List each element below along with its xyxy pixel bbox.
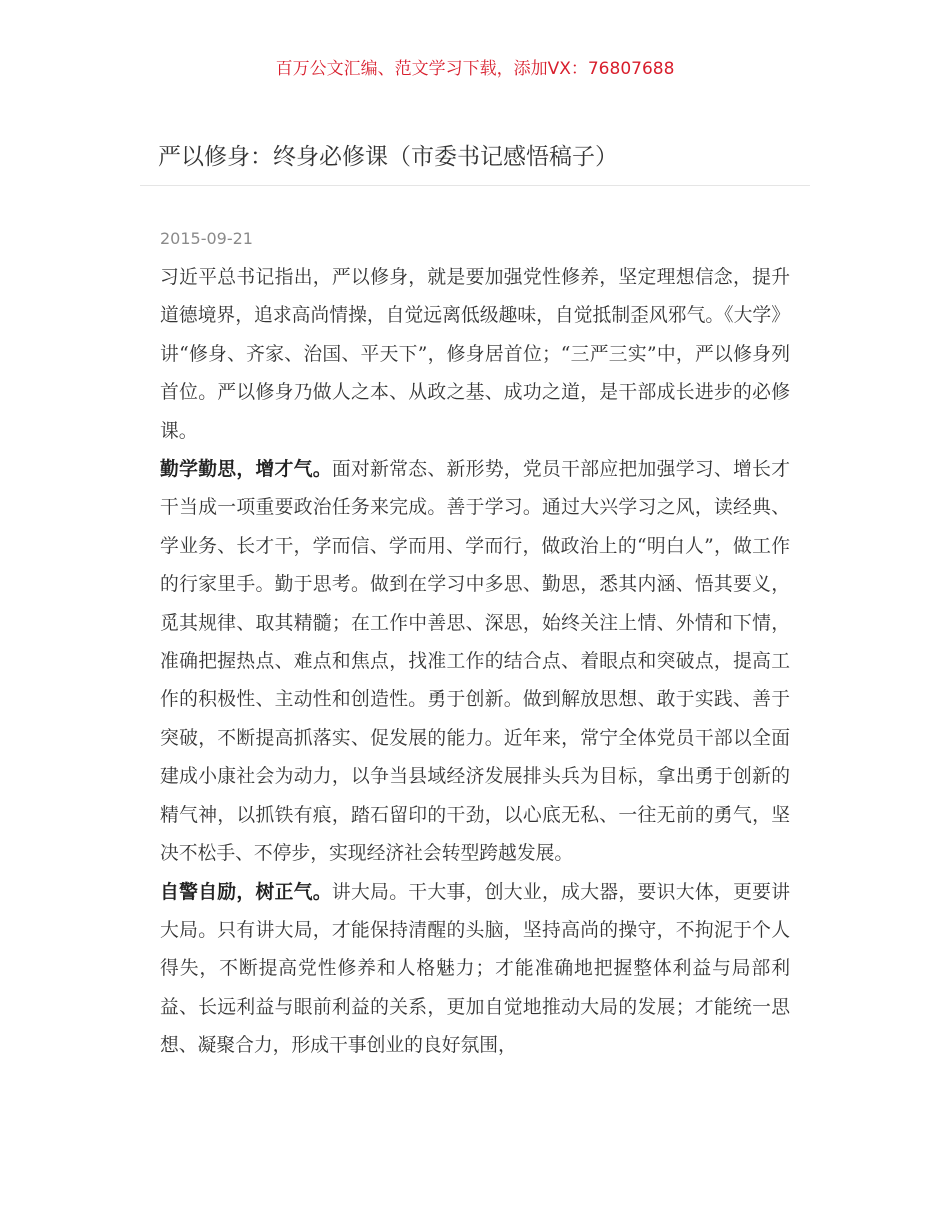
publish-date: 2015-09-21 [160,229,253,248]
paragraph-lead: 勤学勤思，增才气。 [160,459,332,481]
article-title: 严以修身：终身必修课（市委书记感悟稿子） [158,144,618,170]
paragraph-text: 习近平总书记指出，严以修身，就是要加强党性修养，坚定理想信念，提升道德境界，追求高尚情操，自觉远离低级趣味，自觉抵制歪风邪气。《大学》讲“修身、齐家、治国、平天下”，修身居首位；“三严三实”中，严以修身列首位。严以修身乃做人之本、从政之基、成功之道，是干部成长进步的必修课。 [160,267,790,442]
article-body [160,259,790,1066]
article-paragraph-discipline [160,874,790,1066]
article-paragraph-study [160,451,790,873]
paragraph-lead: 自警自励，树正气。 [160,881,332,903]
title-divider [140,185,810,186]
paragraph-text: 讲大局。干大事，创大业，成大器，要识大体，更要讲大局。只有讲大局，才能保持清醒的头脑，坚持高尚的操守，不拘泥于个人得失，不断提高党性修养和人格魅力；才能准确地把握整体利益与局部利益、长远利益与眼前利益的关系，更加自觉地推动大局的发展；才能统一思想、凝聚合力，形成干事创业的良好氛围， [160,881,790,1057]
watermark-banner: 百万公文汇编、范文学习下载，添加VX：76807688 [275,59,675,79]
article-paragraph-intro [160,259,790,451]
paragraph-text: 面对新常态、新形势，党员干部应把加强学习、增长才干当成一项重要政治任务来完成。善于学习。通过大兴学习之风，读经典、学业务、长才干，学而信、学而用、学而行，做政治上的“明白人”，做工作的行家里手。勤于思考。做到在学习中多思、勤思，悉其内涵、悟其要义，觅其规律、取其精髓；在工作中善思、深思，始终关注上情、外情和下情，准确把握热点、难点和焦点，找准工作的结合点、着眼点和突破点，提高工作的积极性、主动性和创造性。勇于创新。做到解放思想、敢于实践、善于突破，不断提高抓落实、促发展的能力。近年来，常宁全体党员干部以全面建成小康社会为动力，以争当县域经济发展排头兵为目标，拿出勇于创新的精气神，以抓铁有痕，踏石留印的干劲，以心底无私、一往无前的勇气，坚决不松手、不停步，实现经济社会转型跨越发展。 [160,459,790,865]
